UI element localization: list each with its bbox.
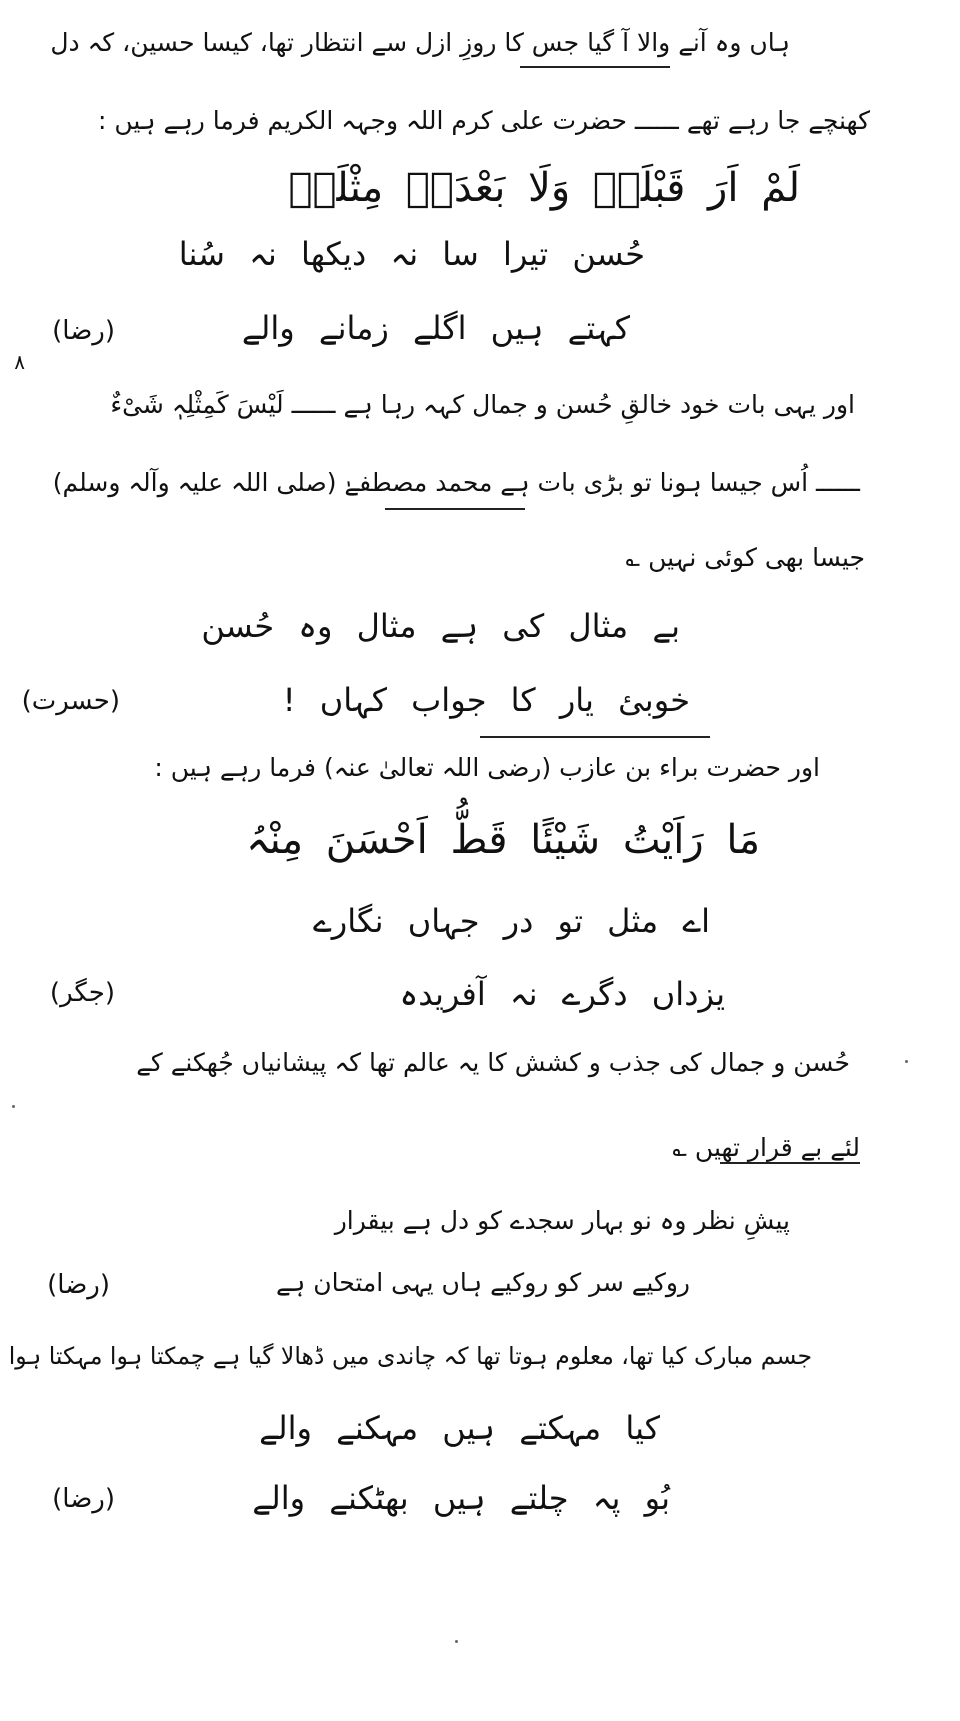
text-line: جیسا بھی کوئی نہیں ؎ <box>625 543 865 572</box>
scan-speck <box>455 1640 458 1643</box>
poet-attribution: (رضا) <box>52 316 115 346</box>
text-line: ہاں وہ آنے والا آ گیا جس کا روزِ ازل سے انتظار تھا، کیسا حسین، کہ دل <box>50 28 790 57</box>
scan-speck <box>905 1060 908 1063</box>
text-line: اور یہی بات خود خالقِ حُسن و جمال کہہ رہا ہے ــــــ لَیْسَ کَمِثْلِہٖ شَیْءٌ <box>110 390 855 419</box>
poet-attribution: (حسرت) <box>21 686 120 716</box>
poet-attribution: (رضا) <box>52 1484 115 1514</box>
verse-line: بے مثال کی ہے مثال وہ حُسن <box>201 607 680 645</box>
arabic-quote: مَا رَاَیْتُ شَیْئًا قَطُّ اَحْسَنَ مِنْہُ <box>246 817 760 863</box>
text-line: حُسن و جمال کی جذب و کشش کا یہ عالم تھا کہ پیشانیاں جُھکنے کے <box>136 1048 850 1077</box>
verse-line: خوبئ یار کا جواب کہاں ! <box>282 681 690 719</box>
underline <box>385 508 525 510</box>
poet-attribution: (رضا) <box>47 1270 110 1300</box>
verse-line: روکیے سر کو روکیے ہاں یہی امتحان ہے <box>275 1268 690 1297</box>
verse-line: کیا مہکتے ہیں مہکنے والے <box>259 1409 660 1447</box>
verse-line: اے مثل تو در جہاں نگارے <box>313 902 710 940</box>
text-line: جسم مبارک کیا تھا، معلوم ہوتا تھا کہ چاندی میں ڈھالا گیا ہے چمکتا ہوا مہکتا ہوا <box>8 1342 812 1370</box>
scan-speck <box>12 1105 15 1108</box>
verse-line: حُسن تیرا سا نہ دیکھا نہ سُنا <box>178 235 645 273</box>
verse-line: پیشِ نظر وہ نو بہار سجدے کو دل ہے بیقرار <box>334 1206 790 1235</box>
text-line: کھنچے جا رہے تھے ــــــ حضرت علی کرم اللہ وجہہ الکریم فرما رہے ہیں : <box>97 106 870 135</box>
text-line: لئے بے قرار تھیں ؎ <box>672 1133 860 1162</box>
underline <box>720 1162 860 1164</box>
text-line: ــــــ اُس جیسا ہونا تو بڑی بات ہے محمد مصطفےٰ (صلی اللہ علیہ وآلہ وسلم) <box>52 468 860 497</box>
poet-attribution: (جگر) <box>49 978 115 1008</box>
underline <box>520 66 670 68</box>
verse-line: یزداں دگرے نہ آفریدہ <box>399 975 725 1013</box>
page-number: ۸ <box>14 350 25 374</box>
arabic-quote: لَمْ اَرَ قَبْلَہٗ وَلَا بَعْدَہٗ مِثْلَہٗ <box>288 165 800 211</box>
verse-line: بُو پہ چلتے ہیں بھٹکنے والے <box>252 1479 670 1517</box>
rule <box>480 736 710 738</box>
text-line: اور حضرت براء بن عازب (رضی اللہ تعالیٰ عنہ) فرما رہے ہیں : <box>154 753 820 782</box>
verse-line: کہتے ہیں اگلے زمانے والے <box>241 309 630 347</box>
